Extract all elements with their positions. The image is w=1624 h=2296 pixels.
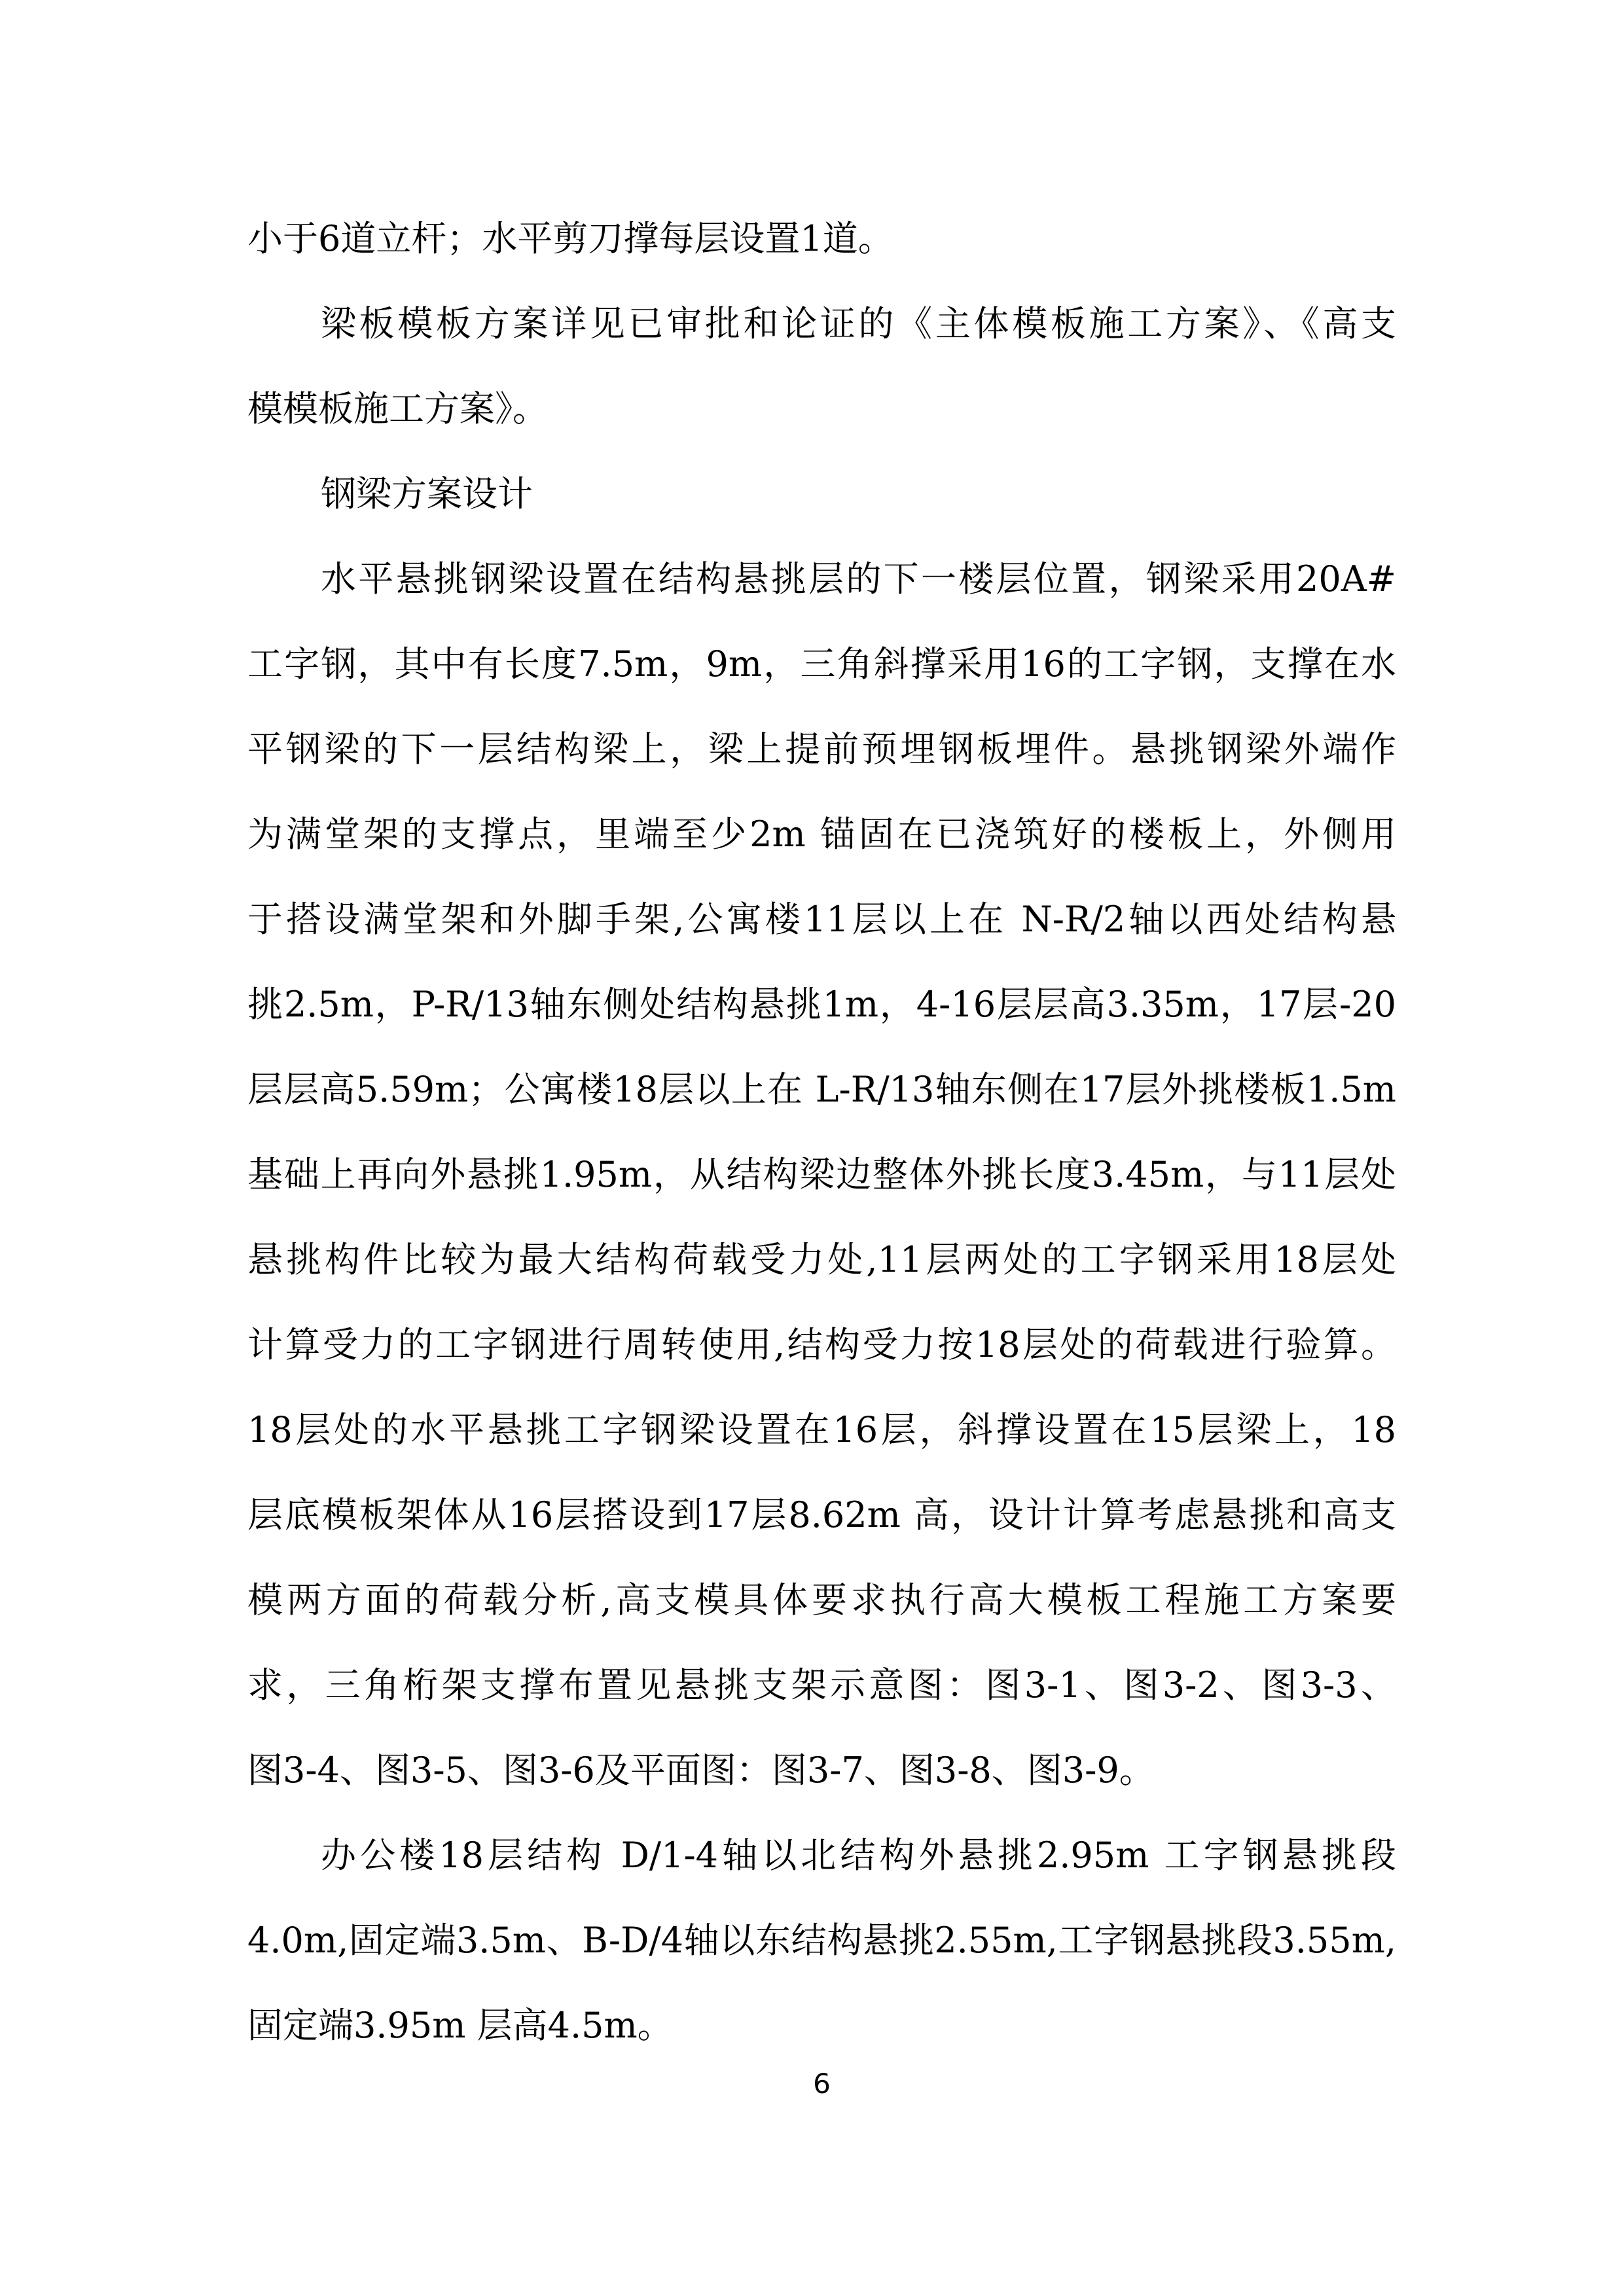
text-line: 计算受力的工字钢进行周转使用,结构受力按18层处的荷载进行验算。 [247, 1324, 1396, 1365]
text-line: 平钢梁的下一层结构梁上，梁上提前预埋钢板埋件。悬挑钢梁外端作 [247, 728, 1396, 770]
text-line: 挑2.5m，P-R/13轴东侧处结构悬挑1m，4-16层层高3.35m，17层-20 [247, 984, 1396, 1025]
text-line: 模模板施工方案》。 [247, 388, 548, 429]
text-line: 工字钢，其中有长度7.5m，9m，三角斜撑采用16的工字钢，支撑在水 [247, 643, 1396, 685]
text-line: 18层处的水平悬挑工字钢梁设置在16层，斜撑设置在15层梁上，18 [247, 1409, 1396, 1450]
text-line: 钢梁方案设计 [321, 473, 533, 514]
text-line: 层底模板架体从16层搭设到17层8.62m 高，设计计算考虑悬挑和高支 [247, 1494, 1396, 1535]
text-line: 水平悬挑钢梁设置在结构悬挑层的下一楼层位置，钢梁采用20A# [321, 558, 1396, 600]
text-line: 图3-4、图3-5、图3-6及平面图：图3-7、图3-8、图3-9。 [247, 1749, 1155, 1791]
text-line: 办公楼18层结构 D/1-4轴以北结构外悬挑2.95m 工字钢悬挑段 [321, 1835, 1396, 1876]
text-line: 固定端3.95m 层高4.5m。 [247, 2005, 673, 2046]
text-line: 层层高5.59m；公寓楼18层以上在 L-R/13轴东侧在17层外挑楼板1.5m [247, 1069, 1396, 1110]
text-line: 模两方面的荷载分析,高支模具体要求执行高大模板工程施工方案要 [247, 1579, 1396, 1621]
text-line: 于搭设满堂架和外脚手架,公寓楼11层以上在 N-R/2轴以西处结构悬 [247, 899, 1396, 940]
text-line: 为满堂架的支撑点，里端至少2m 锚固在已浇筑好的楼板上，外侧用 [247, 814, 1396, 855]
text-line: 4.0m,固定端3.5m、B-D/4轴以东结构悬挑2.55m,工字钢悬挑段3.55m, [247, 1920, 1396, 1961]
text-line: 梁板模板方案详见已审批和论证的《主体模板施工方案》、《高支 [321, 303, 1396, 344]
text-line: 小于6道立杆；水平剪刀撑每层设置1道。 [247, 218, 893, 259]
text-line: 求，三角桁架支撑布置见悬挑支架示意图：图3-1、图3-2、图3-3、 [247, 1664, 1396, 1706]
text-line: 悬挑构件比较为最大结构荷载受力处,11层两处的工字钢采用18层处 [247, 1239, 1396, 1280]
text-line: 基础上再向外悬挑1.95m，从结构梁边整体外挑长度3.45m，与11层处 [247, 1154, 1396, 1195]
document-body-text [247, 196, 1396, 2068]
page-number: 6 [813, 2068, 831, 2100]
